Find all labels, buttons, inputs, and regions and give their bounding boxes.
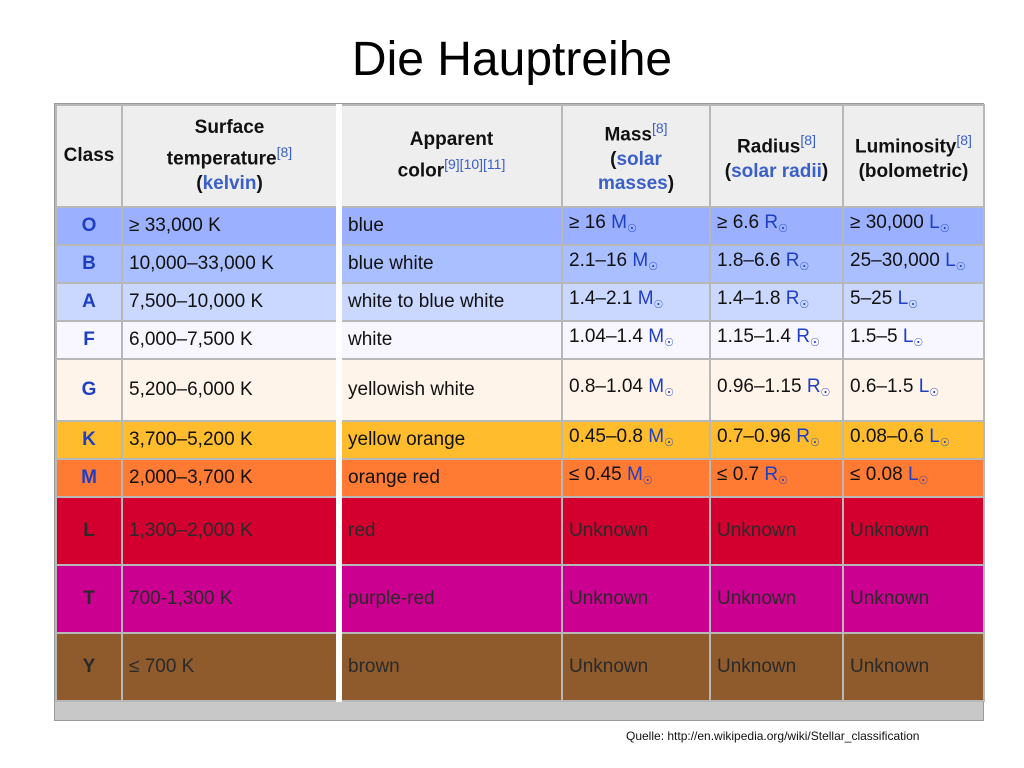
mass-cell-value: Unknown: [569, 520, 649, 541]
mass-cell: [562, 497, 710, 565]
luminosity-cell: [843, 459, 984, 497]
table-row: [56, 359, 984, 421]
source-citation: Quelle: http://en.wikipedia.org/wiki/Stellar_classification: [626, 729, 920, 743]
solar-masses-link[interactable]: solar: [616, 148, 662, 170]
temperature-cell-value: 10,000–33,000 K: [129, 253, 274, 274]
temperature-cell: [122, 283, 339, 321]
radius-cell-value: ≤ 0.7: [717, 464, 760, 485]
class-cell[interactable]: [56, 245, 122, 283]
temperature-cell-value: 6,000–7,500 K: [129, 329, 253, 350]
sun-symbol-icon: ☉: [664, 387, 674, 399]
header-class: Class: [56, 105, 122, 207]
luminosity-cell-value: 5–25: [850, 288, 893, 309]
luminosity-cell-value: ≤ 0.08: [850, 464, 903, 485]
sun-symbol-icon: ☉: [664, 337, 674, 349]
temperature-cell: [122, 565, 339, 633]
ref-link[interactable]: [8]: [800, 132, 816, 149]
ref-link[interactable]: [8]: [276, 144, 293, 161]
solar-unit-link[interactable]: $R_☉$: [764, 464, 789, 487]
radius-cell: [710, 421, 843, 459]
class-cell-value: L: [83, 520, 95, 541]
temperature-cell: [122, 359, 339, 421]
solar-unit-link[interactable]: $M_☉$: [611, 212, 637, 235]
class-cell-value: K: [82, 429, 96, 450]
mass-cell-value: 1.4–2.1: [569, 288, 633, 309]
class-cell[interactable]: [56, 283, 122, 321]
radius-cell-value: ≥ 6.6: [717, 212, 760, 233]
table-row: [56, 321, 984, 359]
radius-cell: [710, 497, 843, 565]
solar-unit-link[interactable]: $L_☉$: [902, 326, 924, 349]
solar-unit-link[interactable]: $M_☉$: [637, 288, 664, 311]
class-cell-value: A: [82, 291, 96, 312]
sun-symbol-icon: ☉: [918, 475, 929, 487]
slide-title: Die Hauptreihe: [351, 33, 673, 86]
color-cell: [339, 565, 562, 633]
table-row: [56, 633, 984, 701]
solar-unit-link[interactable]: $M_☉$: [648, 376, 674, 399]
temperature-cell-value: 7,500–10,000 K: [129, 291, 264, 312]
luminosity-cell-value: Unknown: [850, 520, 930, 541]
solar-unit-link[interactable]: $R_☉$: [764, 212, 789, 235]
radius-cell: [710, 283, 843, 321]
mass-cell-value: 2.1–16: [569, 250, 628, 271]
sun-symbol-icon: ☉: [929, 387, 940, 399]
luminosity-cell-value: ≥ 30,000: [850, 212, 924, 233]
sun-symbol-icon: ☉: [913, 337, 924, 349]
luminosity-cell-value: 0.08–0.6: [850, 426, 924, 447]
color-cell-value: blue white: [348, 253, 434, 274]
sun-symbol-icon: ☉: [809, 337, 820, 349]
solar-unit-link[interactable]: $M_☉$: [648, 426, 674, 449]
radius-cell: [710, 459, 843, 497]
color-cell-value: yellow orange: [348, 429, 466, 450]
luminosity-cell: [843, 207, 984, 245]
table-body: [56, 207, 984, 701]
color-cell: [339, 283, 562, 321]
radius-cell-value: 1.8–6.6: [717, 250, 781, 271]
temperature-cell: [122, 321, 339, 359]
temperature-cell-value: 1,300–2,000 K: [129, 520, 253, 541]
solar-unit-link[interactable]: $R_☉$: [785, 250, 810, 273]
radius-cell-value: Unknown: [717, 656, 797, 677]
mass-cell: [562, 245, 710, 283]
class-cell-value: T: [83, 588, 95, 609]
mass-cell-value: Unknown: [569, 588, 649, 609]
color-cell: [339, 497, 562, 565]
temperature-cell: [122, 245, 339, 283]
header-temperature: Surface temperature[8] (kelvin): [122, 105, 339, 207]
luminosity-cell-value: Unknown: [850, 588, 930, 609]
color-cell: [339, 245, 562, 283]
table-row: [56, 565, 984, 633]
spectral-class-table: [54, 103, 984, 721]
mass-cell: [562, 283, 710, 321]
class-cell-value: B: [82, 253, 96, 274]
luminosity-cell: [843, 245, 984, 283]
solar-unit-link[interactable]: $R_☉$: [806, 376, 831, 399]
class-cell-value: Y: [82, 656, 96, 677]
solar-unit-link[interactable]: $M_☉$: [632, 250, 659, 273]
class-cell[interactable]: [56, 497, 122, 565]
sun-symbol-icon: ☉: [939, 437, 950, 449]
mass-cell-value: ≥ 16: [569, 212, 606, 233]
solar-unit-link[interactable]: $R_☉$: [796, 426, 820, 449]
radius-cell-value: Unknown: [717, 588, 797, 609]
radius-cell: [710, 565, 843, 633]
temperature-cell-value: 3,700–5,200 K: [129, 429, 253, 450]
color-cell-value: yellowish white: [348, 379, 475, 400]
luminosity-cell-value: 25–30,000: [850, 250, 940, 271]
luminosity-cell: [843, 359, 984, 421]
luminosity-cell-value: Unknown: [850, 656, 930, 677]
solar-unit-link[interactable]: $M_☉$: [626, 464, 653, 487]
luminosity-cell: [843, 421, 984, 459]
color-cell: [339, 207, 562, 245]
header-mass: Mass[8] (solar masses): [562, 105, 710, 207]
table: [55, 104, 985, 702]
solar-unit-link[interactable]: $L_☉$: [918, 376, 940, 399]
header-luminosity: Luminosity[8] (bolometric): [843, 105, 984, 207]
mass-cell: [562, 565, 710, 633]
mass-cell: [562, 359, 710, 421]
class-cell[interactable]: [56, 421, 122, 459]
radius-cell-value: 0.7–0.96: [717, 426, 791, 447]
sun-symbol-icon: ☉: [648, 261, 659, 273]
color-cell-value: blue: [348, 215, 384, 236]
sun-symbol-icon: ☉: [799, 261, 810, 273]
temperature-cell-value: 5,200–6,000 K: [129, 379, 253, 400]
class-cell[interactable]: [56, 359, 122, 421]
mass-cell: [562, 459, 710, 497]
class-cell-value: M: [81, 467, 97, 488]
color-cell: [339, 633, 562, 701]
luminosity-cell: [843, 321, 984, 359]
mass-cell-value: 0.8–1.04: [569, 376, 643, 397]
class-cell[interactable]: [56, 321, 122, 359]
mass-cell-value: 1.04–1.4: [569, 326, 643, 347]
color-cell-value: white to blue white: [348, 291, 505, 312]
mass-cell-value: 0.45–0.8: [569, 426, 643, 447]
radius-cell: [710, 207, 843, 245]
sun-symbol-icon: ☉: [778, 475, 789, 487]
sun-symbol-icon: ☉: [908, 299, 919, 311]
mass-cell-value: ≤ 0.45: [569, 464, 622, 485]
table-row: [56, 497, 984, 565]
table-row: [56, 245, 984, 283]
table-row: [56, 459, 984, 497]
header-color: Apparent color[9][10][11]: [339, 105, 562, 207]
radius-cell: [710, 245, 843, 283]
color-cell: [339, 321, 562, 359]
temperature-cell: [122, 497, 339, 565]
radius-cell-value: Unknown: [717, 520, 797, 541]
color-cell-value: orange red: [348, 467, 440, 488]
header-row: [56, 105, 984, 207]
mass-cell: [562, 633, 710, 701]
table-row: [56, 283, 984, 321]
temperature-cell: [122, 421, 339, 459]
sun-symbol-icon: ☉: [778, 223, 789, 235]
solar-unit-link[interactable]: $L_☉$: [897, 288, 919, 311]
sun-symbol-icon: ☉: [664, 437, 674, 449]
temperature-cell-value: 700-1,300 K: [129, 588, 233, 609]
temperature-cell-value: ≤ 700 K: [129, 656, 195, 677]
mass-cell: [562, 207, 710, 245]
class-cell-value: O: [81, 215, 97, 236]
class-cell-value: F: [83, 329, 95, 350]
color-cell-value: red: [348, 520, 376, 541]
mass-cell: [562, 321, 710, 359]
color-cell: [339, 421, 562, 459]
temperature-cell-value: 2,000–3,700 K: [129, 467, 253, 488]
solar-unit-link[interactable]: $R_☉$: [785, 288, 810, 311]
temperature-cell-value: ≥ 33,000 K: [129, 215, 221, 236]
class-cell[interactable]: [56, 565, 122, 633]
radius-cell: [710, 321, 843, 359]
temperature-cell: [122, 207, 339, 245]
solar-unit-link[interactable]: $L_☉$: [907, 464, 929, 487]
sun-symbol-icon: ☉: [939, 223, 950, 235]
solar-radii-link[interactable]: solar radii: [731, 160, 822, 182]
color-cell-value: purple-red: [348, 588, 435, 609]
sun-symbol-icon: ☉: [809, 437, 820, 449]
color-cell: [339, 459, 562, 497]
radius-cell: [710, 633, 843, 701]
luminosity-cell: [843, 565, 984, 633]
table-row: [56, 207, 984, 245]
luminosity-cell-value: 0.6–1.5: [850, 376, 914, 397]
solar-unit-link[interactable]: $L_☉$: [929, 426, 950, 449]
luminosity-cell-value: 1.5–5: [850, 326, 898, 347]
luminosity-cell: [843, 283, 984, 321]
color-cell: [339, 359, 562, 421]
class-cell-value: G: [81, 379, 97, 400]
class-cell[interactable]: [56, 207, 122, 245]
class-cell[interactable]: [56, 633, 122, 701]
sun-symbol-icon: ☉: [653, 299, 664, 311]
table-row: [56, 421, 984, 459]
mass-cell-value: Unknown: [569, 656, 649, 677]
radius-cell-value: 1.15–1.4: [717, 326, 791, 347]
kelvin-link[interactable]: kelvin: [202, 172, 257, 194]
solar-unit-link[interactable]: $L_☉$: [945, 250, 966, 273]
sun-symbol-icon: ☉: [955, 261, 966, 273]
sun-symbol-icon: ☉: [820, 387, 831, 399]
luminosity-cell: [843, 633, 984, 701]
sun-symbol-icon: ☉: [642, 475, 653, 487]
solar-unit-link[interactable]: $L_☉$: [929, 212, 950, 235]
solar-masses-link-2[interactable]: masses: [597, 172, 668, 194]
class-cell[interactable]: [56, 459, 122, 497]
solar-unit-link[interactable]: $R_☉$: [796, 326, 820, 349]
color-cell-value: white: [348, 329, 393, 350]
temperature-cell: [122, 633, 339, 701]
ref-link[interactable]: [8]: [956, 132, 972, 149]
color-cell-value: brown: [348, 656, 400, 677]
ref-link[interactable]: [8]: [651, 120, 668, 137]
radius-cell: [710, 359, 843, 421]
sun-symbol-icon: ☉: [626, 223, 637, 235]
mass-cell: [562, 421, 710, 459]
radius-cell-value: 1.4–1.8: [717, 288, 781, 309]
radius-cell-value: 0.96–1.15: [717, 376, 802, 397]
luminosity-cell: [843, 497, 984, 565]
solar-unit-link[interactable]: $M_☉$: [648, 326, 674, 349]
sun-symbol-icon: ☉: [799, 299, 810, 311]
header-radius: Radius[8] (solar radii): [710, 105, 843, 207]
ref-link[interactable]: [9][10][11]: [444, 156, 506, 173]
temperature-cell: [122, 459, 339, 497]
